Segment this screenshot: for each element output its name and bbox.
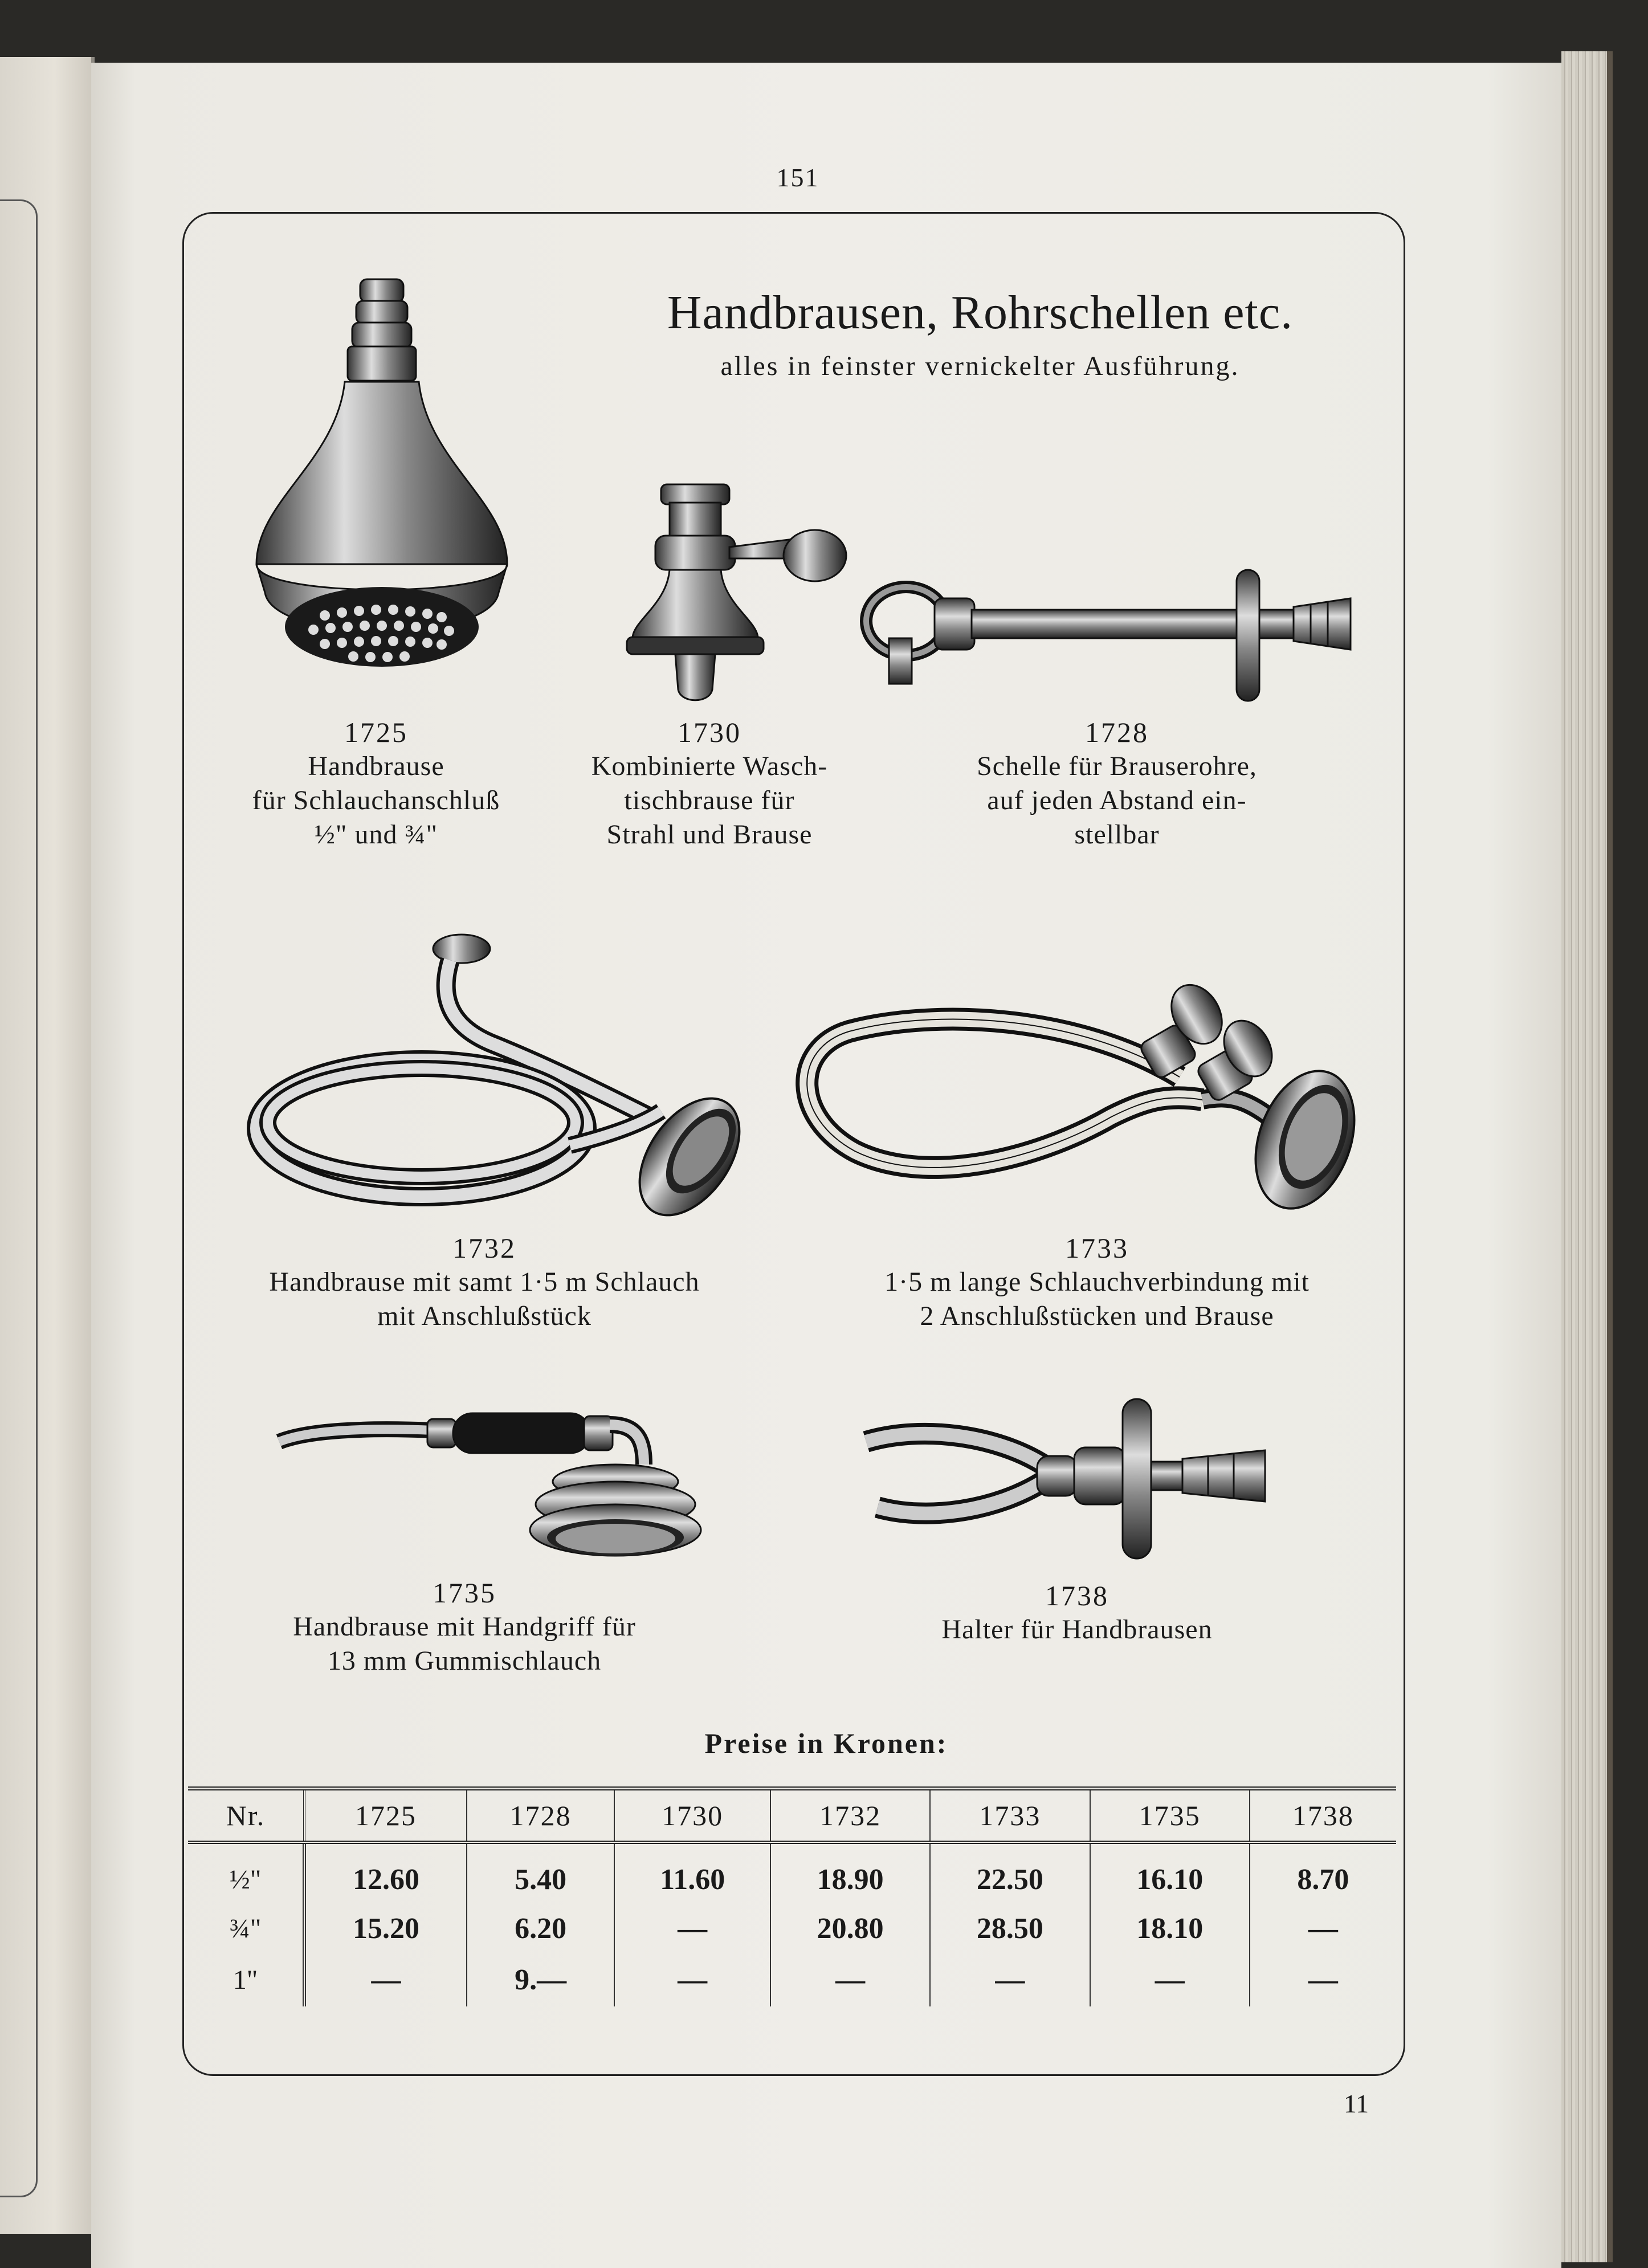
caption-1733-line-1: 1·5 m lange Schlauchverbindung mit [884, 1267, 1310, 1297]
caption-1730 [547, 715, 872, 852]
caption-1738 [878, 1578, 1276, 1647]
caption-1735 [228, 1576, 701, 1678]
price-cell: — [614, 1904, 770, 1953]
price-cell: 28.50 [930, 1904, 1090, 1953]
illustration-1733-hose-connection [792, 980, 1362, 1219]
price-cell: — [770, 1953, 930, 2006]
caption-1725-line-1: Handbrause [308, 751, 444, 781]
product-number-1733: 1733 [1065, 1232, 1129, 1264]
price-cell: — [1250, 1953, 1396, 2006]
price-cell: — [1250, 1904, 1396, 1953]
price-row-half-inch [188, 1842, 1396, 1904]
price-table-header-row [188, 1789, 1396, 1843]
price-cell: 8.70 [1250, 1842, 1396, 1904]
price-cell: 18.90 [770, 1842, 930, 1904]
price-row-label: ¾" [188, 1904, 304, 1953]
caption-1725-line-3: ½" und ¾" [314, 819, 438, 850]
caption-1730-line-2: tischbrause für [624, 785, 795, 815]
price-header-1738: 1738 [1250, 1789, 1396, 1843]
price-cell: 9.— [467, 1953, 614, 2006]
product-number-1738: 1738 [1045, 1580, 1109, 1612]
product-number-1728: 1728 [1085, 716, 1149, 748]
price-cell: 6.20 [467, 1904, 614, 1953]
caption-1730-line-3: Strahl und Brause [606, 819, 813, 850]
price-row-one-inch [188, 1953, 1396, 2006]
price-cell: 18.10 [1090, 1904, 1250, 1953]
prices-heading: Preise in Kronen: [704, 1727, 948, 1759]
caption-1733 [798, 1231, 1396, 1333]
caption-1738-line-1: Halter für Handbrausen [941, 1614, 1213, 1645]
price-header-nr: Nr. [188, 1789, 304, 1843]
price-cell: 12.60 [304, 1842, 467, 1904]
product-number-1725: 1725 [344, 716, 408, 748]
price-cell: 11.60 [614, 1842, 770, 1904]
price-cell: — [1090, 1953, 1250, 2006]
price-cell: — [304, 1953, 467, 2006]
caption-1735-line-2: 13 mm Gummischlauch [327, 1646, 602, 1676]
price-row-label: 1" [188, 1953, 304, 2006]
caption-1732 [199, 1231, 769, 1333]
product-number-1735: 1735 [433, 1577, 496, 1609]
illustration-1730-washstand-shower [615, 473, 866, 712]
left-page-frame [0, 199, 38, 2197]
price-row-label: ½" [188, 1842, 304, 1904]
caption-1728 [923, 715, 1311, 852]
page-block-edges [1561, 51, 1613, 2262]
price-header-1725: 1725 [304, 1789, 467, 1843]
left-page-edge [0, 57, 95, 2234]
caption-1735-line-1: Handbrause mit Handgriff für [293, 1612, 636, 1642]
caption-1728-line-3: stellbar [1074, 819, 1160, 850]
price-header-1733: 1733 [930, 1789, 1090, 1843]
price-table [188, 1786, 1396, 2006]
price-header-1728: 1728 [467, 1789, 614, 1843]
page-number: 151 [776, 163, 819, 192]
illustration-1728-pipe-clamp [860, 564, 1356, 707]
page-title: Handbrausen, Rohrschellen etc. [667, 286, 1294, 339]
caption-1732-line-1: Handbrause mit samt 1·5 m Schlauch [269, 1267, 700, 1297]
illustration-1725-hand-shower [239, 274, 524, 718]
price-cell: — [930, 1953, 1090, 2006]
price-header-1732: 1732 [770, 1789, 930, 1843]
caption-1730-line-1: Kombinierte Wasch- [591, 751, 828, 781]
caption-1728-line-1: Schelle für Brauserohre, [977, 751, 1257, 781]
price-cell: 5.40 [467, 1842, 614, 1904]
product-number-1730: 1730 [678, 716, 741, 748]
price-cell: 22.50 [930, 1842, 1090, 1904]
signature-number: 11 [1343, 2089, 1369, 2118]
price-cell: — [614, 1953, 770, 2006]
page-subtitle: alles in feinster vernickelter Ausführung. [720, 351, 1240, 381]
caption-1732-line-2: mit Anschlußstück [377, 1301, 592, 1331]
caption-1733-line-2: 2 Anschlußstücken und Brause [920, 1301, 1274, 1331]
illustration-1735-shower-with-handle [274, 1396, 707, 1567]
price-header-1730: 1730 [614, 1789, 770, 1843]
price-cell: 16.10 [1090, 1842, 1250, 1904]
price-row-three-quarter-inch [188, 1904, 1396, 1953]
price-cell: 20.80 [770, 1904, 930, 1953]
caption-1728-line-2: auf jeden Abstand ein- [987, 785, 1247, 815]
price-cell: 15.20 [304, 1904, 467, 1953]
illustration-1732-shower-with-hose [251, 929, 752, 1225]
product-number-1732: 1732 [452, 1232, 516, 1264]
caption-1725 [205, 715, 547, 852]
illustration-1738-shower-holder [855, 1390, 1276, 1573]
caption-1725-line-2: für Schlauchanschluß [252, 785, 500, 815]
price-header-1735: 1735 [1090, 1789, 1250, 1843]
